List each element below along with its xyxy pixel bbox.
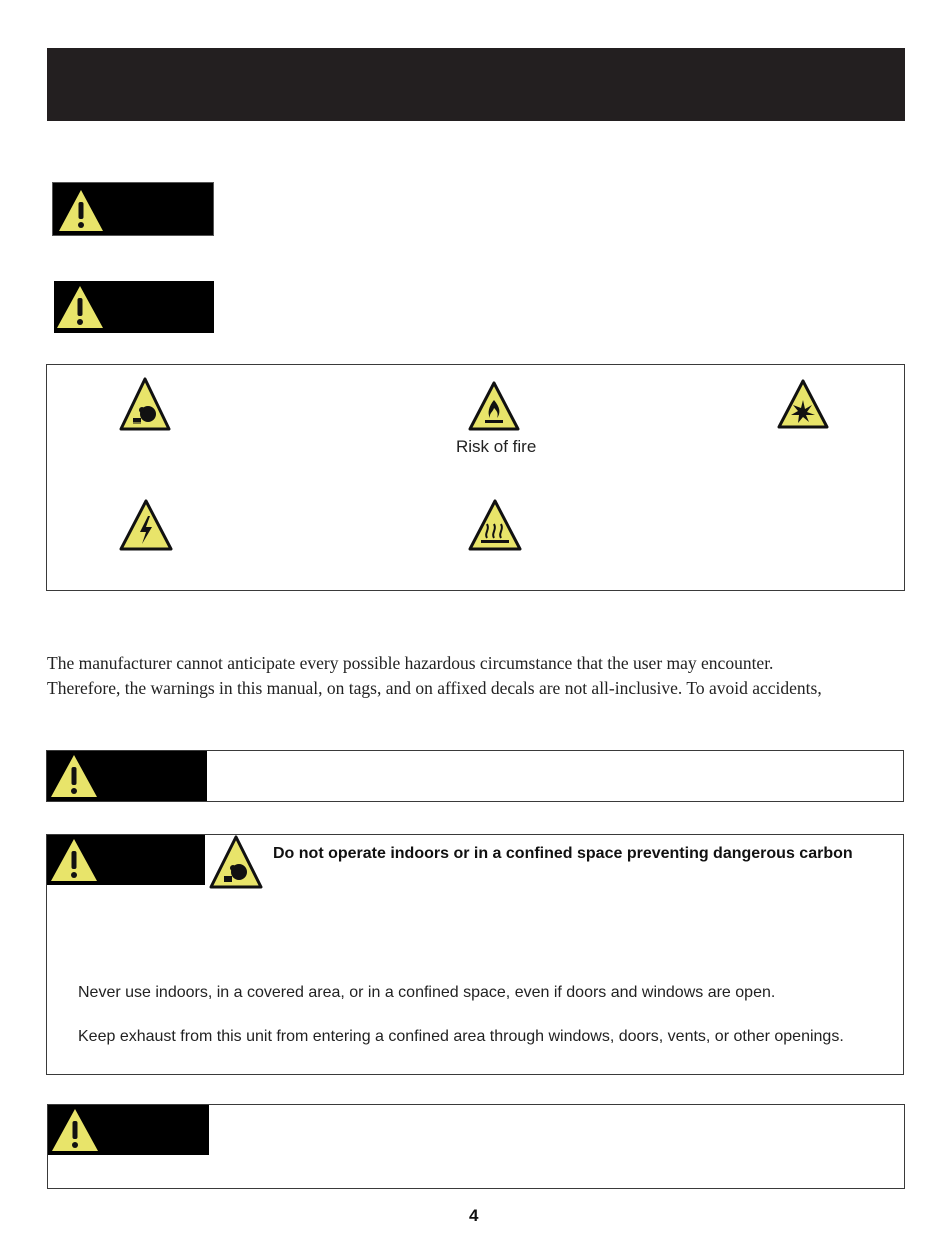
hot-surface-icon xyxy=(467,498,523,552)
carbon-monoxide-icon xyxy=(208,834,264,890)
carbon-monoxide-icon xyxy=(118,376,172,432)
warning-box-3-signal xyxy=(48,1105,209,1155)
intro-line-2: Therefore, the warnings in this manual, on tags, and on affixed decals are not all-inclusive. To avoid accidents, xyxy=(47,678,822,698)
warning-triangle-icon xyxy=(53,183,109,237)
warning-box-2-bullet-2: Keep exhaust from this unit from entering a confined area through windows, doors, vents, or other openings. xyxy=(78,1028,844,1045)
warning-triangle-icon xyxy=(47,751,103,801)
warning-box-1-signal xyxy=(47,751,207,801)
warning-triangle-icon xyxy=(54,281,108,333)
danger-signal-block xyxy=(52,182,214,236)
warning-box-2-bullet-1: Never use indoors, in a covered area, or in a confined space, even if doors and windows are open. xyxy=(78,984,776,1001)
warning-triangle-icon xyxy=(48,1105,104,1155)
warning-box-2-signal xyxy=(47,835,205,885)
intro-line-1: The manufacturer cannot anticipate every possible hazardous circumstance that the user may encounter. xyxy=(47,653,774,673)
fire-icon xyxy=(467,380,521,432)
warning-box-2-heading: Do not operate indoors or in a confined space preventing dangerous carbon xyxy=(273,845,853,862)
warning-signal-block xyxy=(54,281,214,333)
explosion-icon xyxy=(776,378,830,430)
page-number: 4 xyxy=(469,1206,479,1225)
section-header-bar xyxy=(47,48,905,121)
warning-triangle-icon xyxy=(47,835,103,885)
fire-caption: Risk of fire xyxy=(456,437,537,456)
electric-shock-icon xyxy=(118,498,174,552)
